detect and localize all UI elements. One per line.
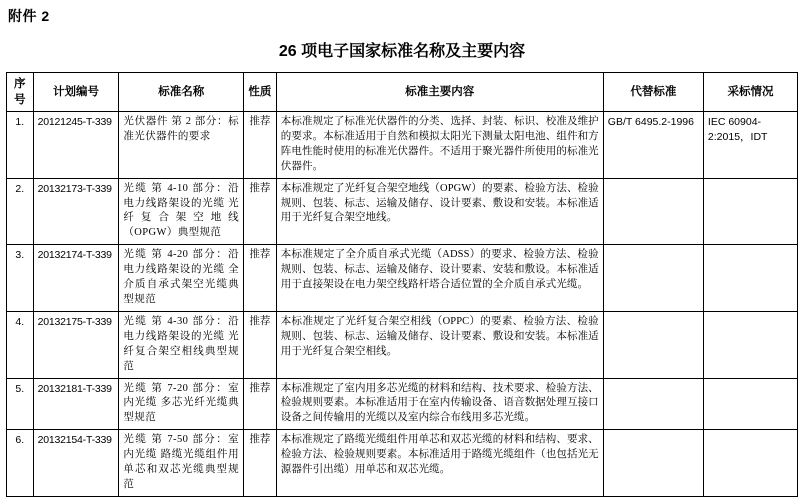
table-body <box>7 112 798 497</box>
cell-adoption <box>703 245 797 312</box>
table-row <box>7 112 798 179</box>
table-row <box>7 430 798 497</box>
cell-replaced-std <box>603 178 703 245</box>
cell-std-name: 光缆 第 7-20 部分：室内光缆 多芯光纤光缆典型规范 <box>119 378 244 430</box>
cell-seq: 3. <box>7 245 34 312</box>
cell-plan-no: 20132175-T-339 <box>33 311 119 378</box>
cell-seq: 1. <box>7 112 34 179</box>
cell-adoption: IEC 60904-2:2015，IDT <box>703 112 797 179</box>
table-header <box>7 73 798 112</box>
cell-std-name: 光缆 第 4-10 部分：沿电力线路架设的光缆 光纤复合架空地线（OPGW）典型规范 <box>119 178 244 245</box>
table-row <box>7 178 798 245</box>
cell-main-content: 本标准规定了室内用多芯光缆的材料和结构、技术要求、检验方法、检验规则要素。本标准适用于在室内传输设备、语音数据处理互接口设备之间传输用的光缆以及室内综合布线用多芯光缆。 <box>276 378 603 430</box>
cell-plan-no: 20121245-T-339 <box>33 112 119 179</box>
cell-adoption <box>703 311 797 378</box>
column-header-seq <box>7 73 34 112</box>
attachment-label: 附件 2 <box>8 8 50 24</box>
cell-seq: 5. <box>7 378 34 430</box>
standards-table <box>6 72 798 497</box>
cell-adoption <box>703 430 797 497</box>
table-header-row <box>7 73 798 112</box>
table-row <box>7 311 798 378</box>
cell-std-name: 光缆 第 7-50 部分：室内光缆 路缆光缆组件用单芯和双芯光缆典型规范 <box>119 430 244 497</box>
column-header-plan-no: 计划编号 <box>33 73 119 112</box>
column-header-replaced-std: 代替标准 <box>603 73 703 112</box>
column-header-property: 性质 <box>244 73 277 112</box>
cell-replaced-std <box>603 245 703 312</box>
column-header-adoption: 采标情况 <box>703 73 797 112</box>
cell-main-content: 本标准规定了全介质自承式光缆（ADSS）的要求、检验方法、检验规则、包装、标志、运输及储存、设计要素、安装和敷设。本标准适用于直接架设在电力架空线路杆塔合适位置的全介质自承式光缆。 <box>276 245 603 312</box>
cell-replaced-std <box>603 378 703 430</box>
cell-seq: 4. <box>7 311 34 378</box>
cell-main-content: 本标准规定了光纤复合架空地线（OPGW）的要素、检验方法、检验规则、包装、标志、运输及储存、设计要素、敷设和安装。本标准适用于光纤复合架空地线。 <box>276 178 603 245</box>
cell-main-content: 本标准规定了光纤复合架空相线（OPPC）的要素、检验方法、检验规则、包装、标志、运输及储存、设计要素、敷设和安装。本标准适用于光纤复合架空相线。 <box>276 311 603 378</box>
column-header-std-name: 标准名称 <box>119 73 244 112</box>
cell-main-content: 本标准规定了标准光伏器件的分类、选择、封装、标识、校准及维护的要求。本标准适用于自然和模拟太阳光下测量太阳电池、组件和方阵电性能时使用的标准光伏器件。不适用于聚光器件所使用的标准光伏器件。 <box>276 112 603 179</box>
cell-property: 推荐 <box>244 311 277 378</box>
cell-std-name: 光缆 第 4-20 部分：沿电力线路架设的光缆 全介质自承式架空光缆典型规范 <box>119 245 244 312</box>
cell-adoption <box>703 178 797 245</box>
column-header-seq-label: 序号 <box>14 77 26 106</box>
cell-property: 推荐 <box>244 245 277 312</box>
page-title: 26 项电子国家标准名称及主要内容 <box>278 43 526 60</box>
cell-plan-no: 20132154-T-339 <box>33 430 119 497</box>
cell-replaced-std <box>603 311 703 378</box>
cell-property: 推荐 <box>244 112 277 179</box>
column-header-main-content: 标准主要内容 <box>276 73 603 112</box>
cell-property: 推荐 <box>244 430 277 497</box>
cell-std-name: 光伏器件 第 2 部分：标准光伏器件的要求 <box>119 112 244 179</box>
cell-plan-no: 20132181-T-339 <box>33 378 119 430</box>
cell-seq: 2. <box>7 178 34 245</box>
cell-seq: 6. <box>7 430 34 497</box>
cell-property: 推荐 <box>244 178 277 245</box>
cell-replaced-std <box>603 430 703 497</box>
cell-adoption <box>703 378 797 430</box>
cell-plan-no: 20132173-T-339 <box>33 178 119 245</box>
table-row <box>7 378 798 430</box>
table-row <box>7 245 798 312</box>
cell-main-content: 本标准规定了路缆光缆组件用单芯和双芯光缆的材料和结构、要求、检验方法、检验规则要素。本标准适用于路缆光缆组件（也包括光无源器件引出缆）用单芯和双芯光缆。 <box>276 430 603 497</box>
cell-std-name: 光缆 第 4-30 部分：沿电力线路架设的光缆 光纤复合架空相线典型规范 <box>119 311 244 378</box>
cell-property: 推荐 <box>244 378 277 430</box>
cell-replaced-std: GB/T 6495.2-1996 <box>603 112 703 179</box>
cell-plan-no: 20132174-T-339 <box>33 245 119 312</box>
